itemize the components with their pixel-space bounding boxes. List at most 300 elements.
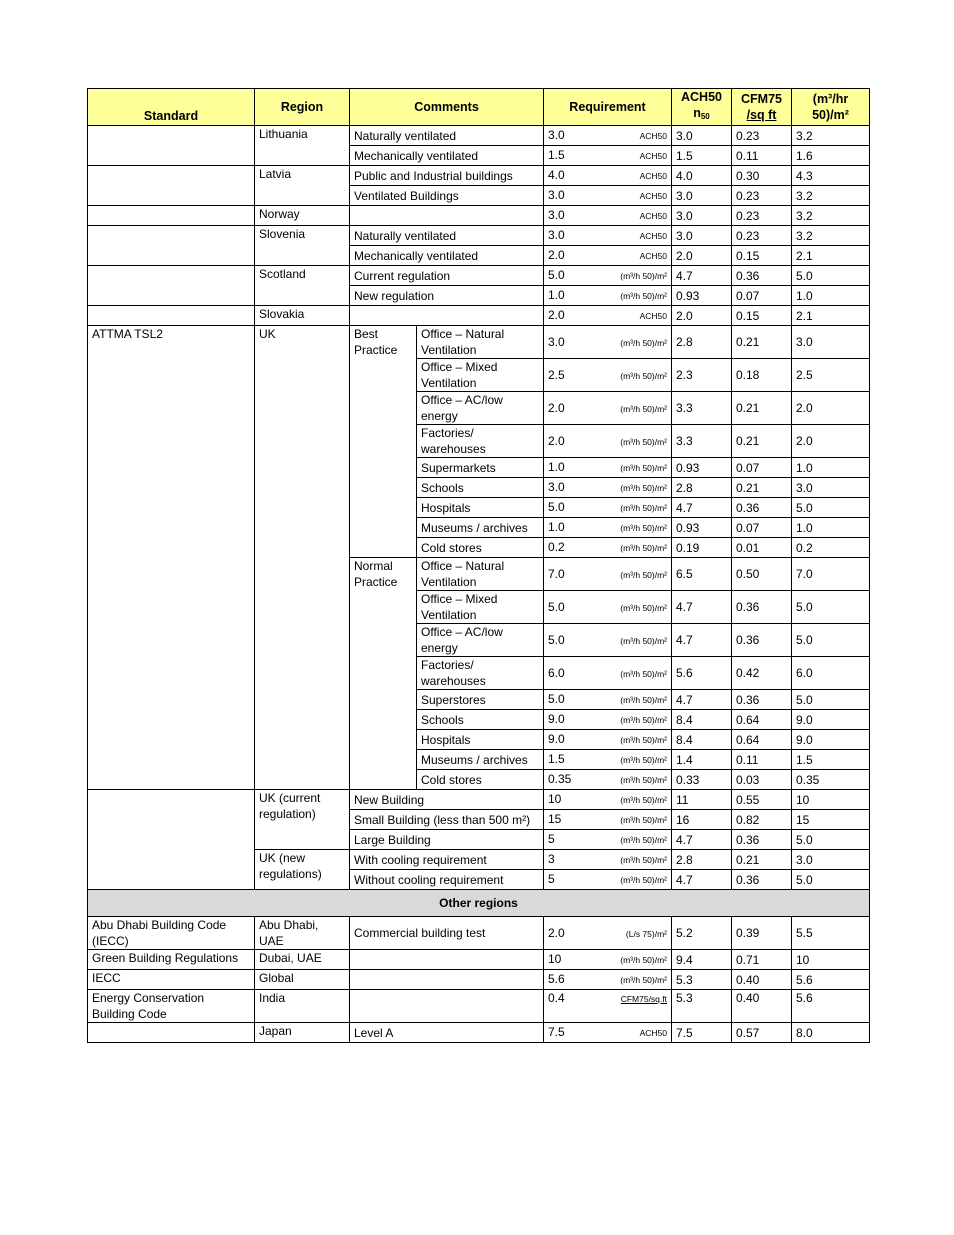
cell-requirement — [544, 830, 672, 850]
cell-ach50: 8.4 — [672, 710, 732, 730]
cell-m3: 1.6 — [792, 146, 870, 166]
cell-ach50: 4.7 — [672, 690, 732, 710]
cell-comment — [350, 990, 544, 1023]
cell-m3: 1.0 — [792, 518, 870, 538]
cell-requirement — [544, 392, 672, 425]
requirement-value: 0.2 — [548, 540, 565, 554]
cell-standard: IECC — [88, 970, 255, 990]
header-ach50-sub: n — [693, 106, 701, 120]
cell-cfm75: 0.07 — [732, 286, 792, 306]
cell-requirement — [544, 770, 672, 790]
header-row — [88, 89, 870, 126]
requirement-unit: ACH50 — [639, 171, 667, 181]
cell-requirement — [544, 690, 672, 710]
cell-cfm75: 0.71 — [732, 950, 792, 970]
cell-requirement — [544, 286, 672, 306]
requirement-unit: (m³/h 50)/m² — [620, 483, 667, 493]
cell-cfm75: 0.39 — [732, 917, 792, 950]
cell-comment: Naturally ventilated — [350, 226, 544, 246]
cell-standard — [88, 206, 255, 226]
cell-comment: Hospitals — [417, 730, 544, 750]
cell-comment: Mechanically ventilated — [350, 146, 544, 166]
requirement-value: 5.0 — [548, 599, 565, 614]
cell-cfm75: 0.21 — [732, 850, 792, 870]
cell-m3: 5.5 — [792, 917, 870, 950]
cell-m3: 10 — [792, 790, 870, 810]
cell-requirement — [544, 750, 672, 770]
table-row — [88, 917, 870, 950]
table-row — [88, 1023, 870, 1043]
requirement-value: 5 — [548, 832, 555, 846]
cell-requirement — [544, 478, 672, 498]
cell-requirement — [544, 810, 672, 830]
cell-ach50: 2.0 — [672, 306, 732, 326]
cell-ach50: 7.5 — [672, 1023, 732, 1043]
cell-ach50: 3.3 — [672, 392, 732, 425]
cell-standard: Energy Conservation Building Code — [88, 990, 255, 1023]
cell-cfm75: 0.50 — [732, 558, 792, 591]
requirement-unit: ACH50 — [639, 251, 667, 261]
cell-region: UK (current regulation) — [255, 790, 350, 850]
cell-cfm75: 0.11 — [732, 750, 792, 770]
table-row — [88, 126, 870, 146]
cell-requirement — [544, 306, 672, 326]
requirement-value: 10 — [548, 952, 562, 966]
cell-region: Dubai, UAE — [255, 950, 350, 970]
cell-requirement — [544, 990, 672, 1023]
cell-requirement — [544, 558, 672, 591]
requirement-unit: (L/s 75)/m² — [625, 928, 667, 939]
requirement-unit: (m³/h 50)/m² — [620, 370, 667, 381]
requirement-value: 15 — [548, 812, 562, 826]
header-ach50 — [672, 89, 732, 126]
requirement-value: 5.0 — [548, 692, 565, 706]
cell-standard: Green Building Regulations — [88, 950, 255, 970]
cell-ach50: 0.33 — [672, 770, 732, 790]
cell-m3: 3.2 — [792, 126, 870, 146]
requirement-unit: (m³/h 50)/m² — [620, 569, 667, 580]
cell-m3: 5.0 — [792, 690, 870, 710]
requirement-value: 10 — [548, 792, 562, 806]
cell-comment: Factories/ warehouses — [417, 425, 544, 458]
requirement-value: 2.0 — [548, 433, 565, 448]
cell-region: UK — [255, 326, 350, 790]
cell-ach50: 0.93 — [672, 518, 732, 538]
cell-m3: 7.0 — [792, 558, 870, 591]
cell-comment: Hospitals — [417, 498, 544, 518]
cell-requirement — [544, 730, 672, 750]
cell-ach50: 4.0 — [672, 166, 732, 186]
cell-standard — [88, 226, 255, 266]
cell-group: Normal Practice — [350, 558, 417, 790]
table-row — [88, 950, 870, 970]
cell-requirement — [544, 657, 672, 690]
cell-m3: 9.0 — [792, 710, 870, 730]
cell-ach50: 0.93 — [672, 458, 732, 478]
cell-comment — [350, 970, 544, 990]
cell-ach50: 5.2 — [672, 917, 732, 950]
cell-ach50: 5.3 — [672, 970, 732, 990]
requirement-value: 5 — [548, 872, 555, 886]
cell-ach50: 4.7 — [672, 266, 732, 286]
cell-ach50: 4.7 — [672, 870, 732, 890]
requirement-unit: (m³/h 50)/m² — [620, 715, 667, 725]
requirement-unit: (m³/h 50)/m² — [620, 602, 667, 613]
header-requirement: Requirement — [544, 89, 672, 126]
cell-comment: Museums / archives — [417, 750, 544, 770]
requirement-unit: (m³/h 50)/m² — [620, 635, 667, 646]
cell-comment: Without cooling requirement — [350, 870, 544, 890]
requirement-unit: (m³/h 50)/m² — [620, 271, 667, 281]
requirement-unit: ACH50 — [639, 1028, 667, 1038]
cell-m3: 15 — [792, 810, 870, 830]
cell-cfm75: 0.64 — [732, 710, 792, 730]
cell-cfm75: 0.40 — [732, 970, 792, 990]
cell-standard: ATTMA TSL2 — [88, 326, 255, 790]
requirement-value: 7.5 — [548, 1025, 565, 1039]
cell-cfm75: 0.21 — [732, 425, 792, 458]
cell-comment: Cold stores — [417, 538, 544, 558]
requirement-unit: (m³/h 50)/m² — [620, 463, 667, 473]
cell-cfm75: 0.82 — [732, 810, 792, 830]
cell-region: Global — [255, 970, 350, 990]
section-row — [88, 890, 870, 917]
requirement-unit: (m³/h 50)/m² — [620, 815, 667, 825]
cell-m3: 0.35 — [792, 770, 870, 790]
cell-comment: Office – AC/low energy — [417, 624, 544, 657]
cell-ach50: 4.7 — [672, 591, 732, 624]
cell-standard — [88, 166, 255, 206]
requirement-unit: ACH50 — [639, 311, 667, 321]
cell-ach50: 1.4 — [672, 750, 732, 770]
requirement-value: 1.0 — [548, 460, 565, 474]
cell-comment: Office – Natural Ventilation — [417, 326, 544, 359]
requirement-unit: (m³/h 50)/m² — [620, 975, 667, 985]
cell-cfm75: 0.15 — [732, 306, 792, 326]
cell-m3: 5.0 — [792, 591, 870, 624]
cell-cfm75: 0.11 — [732, 146, 792, 166]
cell-m3: 1.0 — [792, 458, 870, 478]
requirement-value: 7.0 — [548, 566, 565, 581]
requirement-unit: (m³/h 50)/m² — [620, 291, 667, 301]
cell-region: Japan — [255, 1023, 350, 1043]
requirement-value: 9.0 — [548, 712, 565, 726]
table-row — [88, 226, 870, 246]
requirement-value: 3.0 — [548, 188, 565, 202]
cell-cfm75: 0.36 — [732, 266, 792, 286]
cell-comment: Large Building — [350, 830, 544, 850]
table-row — [88, 990, 870, 1023]
cell-requirement — [544, 970, 672, 990]
cell-m3: 2.1 — [792, 306, 870, 326]
requirement-unit: (m³/h 50)/m² — [620, 735, 667, 745]
cell-comment: Naturally ventilated — [350, 126, 544, 146]
cell-cfm75: 0.07 — [732, 458, 792, 478]
cell-m3: 3.2 — [792, 186, 870, 206]
header-region: Region — [255, 89, 350, 126]
header-cfm75-unit: /sq ft — [746, 108, 777, 122]
cell-requirement — [544, 624, 672, 657]
cell-requirement — [544, 226, 672, 246]
requirement-unit: ACH50 — [639, 231, 667, 241]
cell-m3: 10 — [792, 950, 870, 970]
cell-m3: 2.0 — [792, 392, 870, 425]
requirement-value: 2.0 — [548, 925, 565, 940]
requirement-value: 3.0 — [548, 228, 565, 242]
cell-m3: 3.0 — [792, 326, 870, 359]
requirement-unit: (m³/h 50)/m² — [620, 955, 667, 965]
cell-requirement — [544, 126, 672, 146]
requirement-value: 6.0 — [548, 665, 565, 680]
requirement-unit: (m³/h 50)/m² — [620, 503, 667, 513]
table-row — [88, 970, 870, 990]
cell-cfm75: 0.36 — [732, 690, 792, 710]
cell-ach50: 2.8 — [672, 326, 732, 359]
cell-requirement — [544, 166, 672, 186]
cell-ach50: 3.0 — [672, 186, 732, 206]
requirement-value: 5.0 — [548, 632, 565, 647]
requirement-unit: (m³/h 50)/m² — [620, 543, 667, 553]
cell-comment: Ventilated Buildings — [350, 186, 544, 206]
cell-ach50: 4.7 — [672, 830, 732, 850]
cell-comment: Museums / archives — [417, 518, 544, 538]
cell-comment: Factories/ warehouses — [417, 657, 544, 690]
cell-group: Best Practice — [350, 326, 417, 558]
cell-comment: Supermarkets — [417, 458, 544, 478]
cell-comment: Current regulation — [350, 266, 544, 286]
cell-requirement — [544, 186, 672, 206]
cell-requirement — [544, 326, 672, 359]
table-row — [88, 206, 870, 226]
cell-requirement — [544, 266, 672, 286]
cell-requirement — [544, 518, 672, 538]
requirement-value: 2.0 — [548, 400, 565, 415]
requirement-value: 3.0 — [548, 480, 565, 494]
cell-requirement — [544, 850, 672, 870]
requirement-unit: ACH50 — [639, 151, 667, 161]
requirement-value: 2.5 — [548, 367, 565, 382]
cell-standard — [88, 790, 255, 890]
cell-cfm75: 0.40 — [732, 990, 792, 1023]
requirement-value: 0.4 — [548, 991, 565, 1005]
requirement-value: 3.0 — [548, 128, 565, 142]
cell-m3: 4.3 — [792, 166, 870, 186]
requirement-unit: (m³/h 50)/m² — [620, 668, 667, 679]
requirement-unit: (m³/h 50)/m² — [620, 695, 667, 705]
cell-requirement — [544, 591, 672, 624]
cell-cfm75: 0.30 — [732, 166, 792, 186]
cell-ach50: 3.0 — [672, 206, 732, 226]
cell-standard — [88, 126, 255, 166]
cell-cfm75: 0.21 — [732, 478, 792, 498]
cell-region: India — [255, 990, 350, 1023]
cell-cfm75: 0.64 — [732, 730, 792, 750]
cell-m3: 5.0 — [792, 266, 870, 286]
cell-requirement — [544, 425, 672, 458]
cell-comment: Office – Natural Ventilation — [417, 558, 544, 591]
requirement-value: 5.6 — [548, 972, 565, 986]
requirement-unit: (m³/h 50)/m² — [620, 855, 667, 865]
table-row — [88, 326, 870, 359]
cell-standard — [88, 266, 255, 306]
requirement-value: 5.0 — [548, 500, 565, 514]
cell-cfm75: 0.55 — [732, 790, 792, 810]
cell-m3: 2.1 — [792, 246, 870, 266]
cell-comment: Mechanically ventilated — [350, 246, 544, 266]
cell-requirement — [544, 538, 672, 558]
cell-cfm75: 0.57 — [732, 1023, 792, 1043]
table-row — [88, 306, 870, 326]
header-m3-label: (m³/hr — [812, 92, 849, 106]
cell-requirement — [544, 359, 672, 392]
cell-standard — [88, 306, 255, 326]
cell-cfm75: 0.36 — [732, 498, 792, 518]
requirement-unit: (m³/h 50)/m² — [620, 875, 667, 885]
cell-m3: 5.6 — [792, 970, 870, 990]
cell-m3: 3.0 — [792, 850, 870, 870]
requirement-value: 4.0 — [548, 168, 565, 182]
cell-requirement — [544, 146, 672, 166]
cell-ach50: 5.6 — [672, 657, 732, 690]
requirement-value: 5.0 — [548, 268, 565, 282]
cell-comment — [350, 950, 544, 970]
cell-ach50: 2.8 — [672, 478, 732, 498]
requirement-value: 0.35 — [548, 772, 572, 786]
cell-cfm75: 0.36 — [732, 591, 792, 624]
cell-m3: 2.5 — [792, 359, 870, 392]
cell-comment: Commercial building test — [350, 917, 544, 950]
header-ach50-subscript: 50 — [700, 112, 710, 121]
cell-ach50: 0.93 — [672, 286, 732, 306]
requirement-unit: ACH50 — [639, 211, 667, 221]
cell-region: Latvia — [255, 166, 350, 206]
requirement-unit: ACH50 — [639, 131, 667, 141]
cell-cfm75: 0.18 — [732, 359, 792, 392]
cell-m3: 5.6 — [792, 990, 870, 1023]
requirement-value: 1.0 — [548, 520, 565, 534]
cell-ach50: 11 — [672, 790, 732, 810]
cell-m3: 2.0 — [792, 425, 870, 458]
cell-ach50: 8.4 — [672, 730, 732, 750]
cell-region: Slovakia — [255, 306, 350, 326]
cell-cfm75: 0.23 — [732, 126, 792, 146]
cell-cfm75: 0.15 — [732, 246, 792, 266]
header-m3-unit: 50)/m² — [812, 108, 849, 122]
header-ach50-label: ACH50 — [681, 90, 722, 104]
cell-region: Norway — [255, 206, 350, 226]
header-m3 — [792, 89, 870, 126]
cell-cfm75: 0.23 — [732, 226, 792, 246]
requirement-value: 3.0 — [548, 334, 565, 349]
cell-m3: 9.0 — [792, 730, 870, 750]
requirement-value: 1.0 — [548, 288, 565, 302]
cell-comment: Cold stores — [417, 770, 544, 790]
cell-region: Slovenia — [255, 226, 350, 266]
header-cfm75 — [732, 89, 792, 126]
table-row — [88, 166, 870, 186]
cell-ach50: 3.0 — [672, 126, 732, 146]
header-standard: Standard — [88, 89, 255, 126]
cell-ach50: 4.7 — [672, 498, 732, 518]
cell-region: Scotland — [255, 266, 350, 306]
cell-comment: Small Building (less than 500 m²) — [350, 810, 544, 830]
cell-m3: 5.0 — [792, 870, 870, 890]
cell-ach50: 2.8 — [672, 850, 732, 870]
requirement-unit: (m³/h 50)/m² — [620, 775, 667, 785]
cell-m3: 3.0 — [792, 478, 870, 498]
cell-cfm75: 0.23 — [732, 206, 792, 226]
cell-m3: 3.2 — [792, 226, 870, 246]
requirement-unit: (m³/h 50)/m² — [620, 403, 667, 414]
cell-ach50: 3.0 — [672, 226, 732, 246]
header-comments: Comments — [350, 89, 544, 126]
requirement-value: 2.0 — [548, 248, 565, 262]
cell-comment: With cooling requirement — [350, 850, 544, 870]
cell-region: Lithuania — [255, 126, 350, 166]
cell-cfm75: 0.36 — [732, 830, 792, 850]
cell-comment: New regulation — [350, 286, 544, 306]
cell-standard — [88, 1023, 255, 1043]
cell-m3: 6.0 — [792, 657, 870, 690]
cell-cfm75: 0.07 — [732, 518, 792, 538]
section-other-regions: Other regions — [88, 890, 870, 917]
cell-comment: Schools — [417, 478, 544, 498]
cell-m3: 1.5 — [792, 750, 870, 770]
header-cfm75-label: CFM75 — [741, 92, 782, 106]
cell-ach50: 1.5 — [672, 146, 732, 166]
cell-ach50: 0.19 — [672, 538, 732, 558]
cell-requirement — [544, 206, 672, 226]
cell-cfm75: 0.03 — [732, 770, 792, 790]
cell-requirement — [544, 790, 672, 810]
cell-requirement — [544, 710, 672, 730]
requirement-value: 9.0 — [548, 732, 565, 746]
cell-cfm75: 0.01 — [732, 538, 792, 558]
cell-comment: Office – Mixed Ventilation — [417, 591, 544, 624]
cell-requirement — [544, 498, 672, 518]
requirement-unit: (m³/h 50)/m² — [620, 523, 667, 533]
requirement-value: 3 — [548, 852, 555, 866]
cell-ach50: 3.3 — [672, 425, 732, 458]
cell-ach50: 5.3 — [672, 990, 732, 1023]
cell-ach50: 9.4 — [672, 950, 732, 970]
table-row — [88, 266, 870, 286]
cell-standard: Abu Dhabi Building Code (IECC) — [88, 917, 255, 950]
cell-comment: Public and Industrial buildings — [350, 166, 544, 186]
cell-comment: Office – AC/low energy — [417, 392, 544, 425]
cell-requirement — [544, 246, 672, 266]
cell-m3: 0.2 — [792, 538, 870, 558]
requirement-unit: ACH50 — [639, 191, 667, 201]
cell-requirement — [544, 917, 672, 950]
requirement-unit: (m³/h 50)/m² — [620, 755, 667, 765]
requirement-value: 2.0 — [548, 308, 565, 322]
cell-cfm75: 0.42 — [732, 657, 792, 690]
cell-comment: Superstores — [417, 690, 544, 710]
requirement-unit: (m³/h 50)/m² — [620, 835, 667, 845]
cell-ach50: 4.7 — [672, 624, 732, 657]
cell-comment: Office – Mixed Ventilation — [417, 359, 544, 392]
cell-ach50: 2.3 — [672, 359, 732, 392]
requirement-value: 3.0 — [548, 208, 565, 222]
cell-m3: 5.0 — [792, 830, 870, 850]
requirement-value: 1.5 — [548, 148, 565, 162]
cell-m3: 5.0 — [792, 498, 870, 518]
cell-requirement — [544, 950, 672, 970]
cell-region: UK (new regulations) — [255, 850, 350, 890]
cell-ach50: 16 — [672, 810, 732, 830]
cell-m3: 3.2 — [792, 206, 870, 226]
